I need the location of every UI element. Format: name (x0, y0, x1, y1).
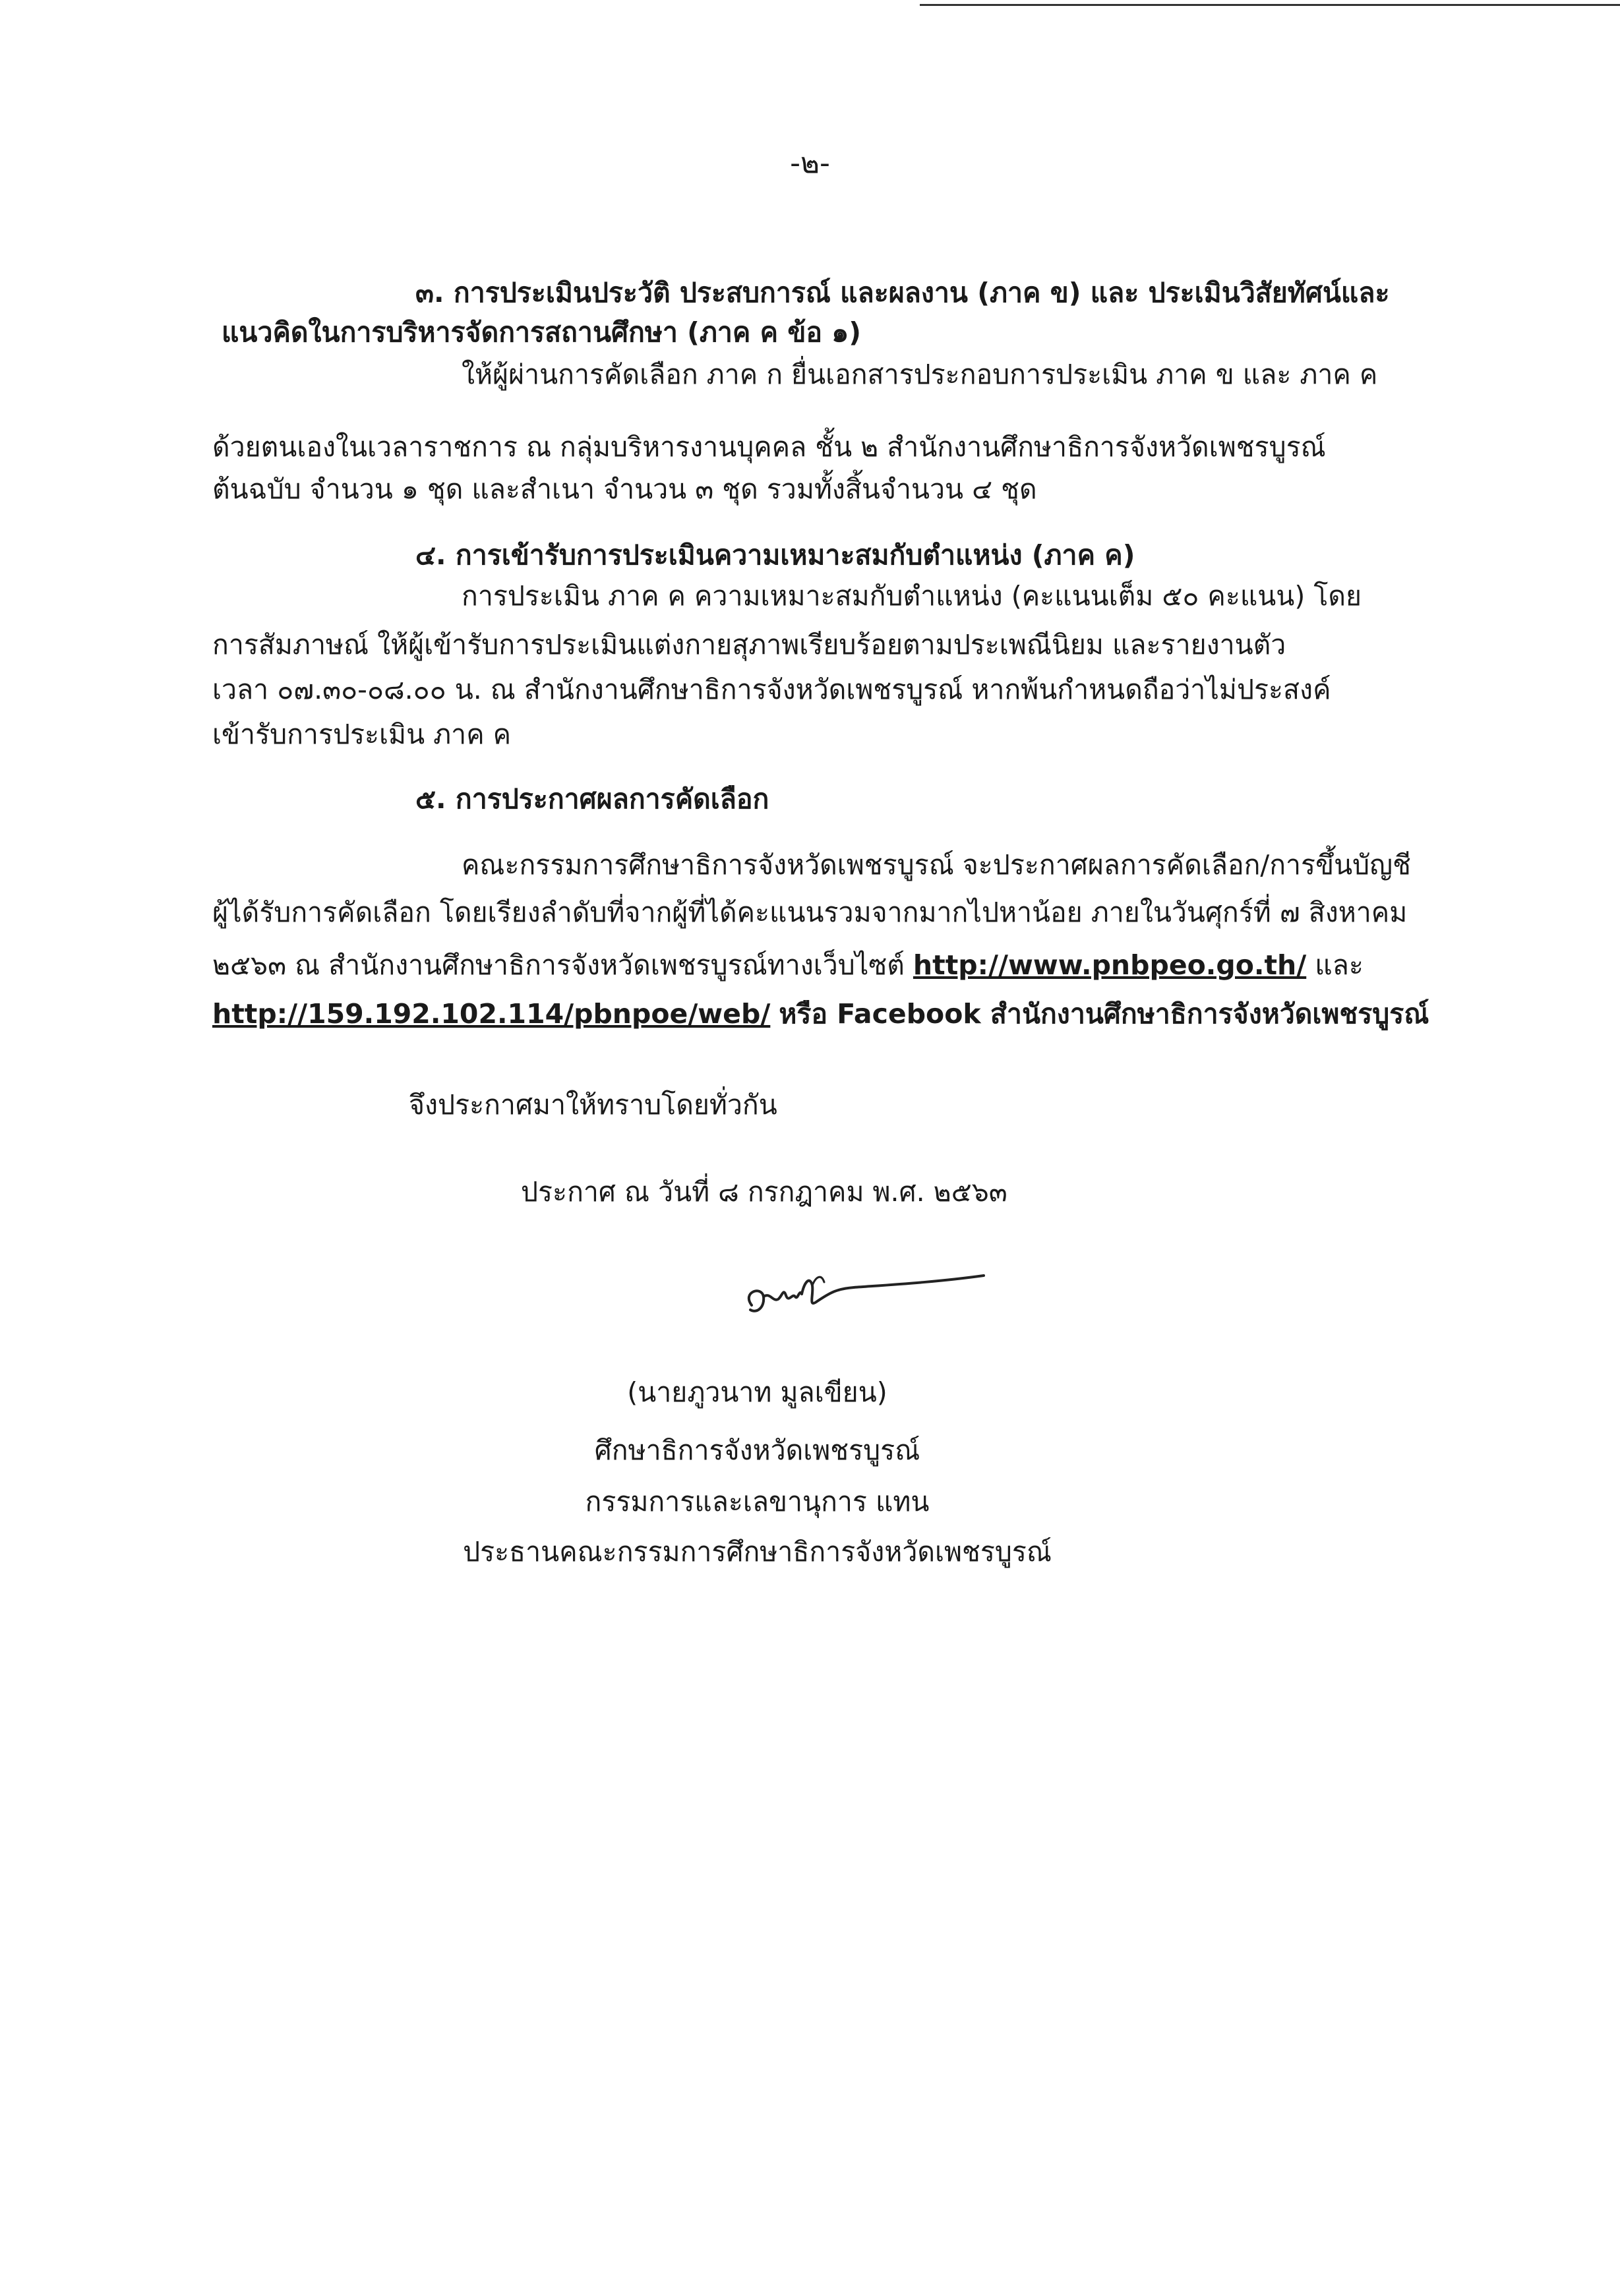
section5-body-line2: ผู้ได้รับการคัดเลือก โดยเรียงลำดับที่จากผู้ที่ได้คะแนนรวมจากมากไปหาน้อย ภายในวันศุกร์ที่ ๗ สิงหาคม (212, 897, 1408, 928)
section5-body-line3-text: ๒๕๖๓ ณ สำนักงานศึกษาธิการจังหวัดเพชรบูรณ์ทางเว็บไซต์ (212, 949, 905, 981)
signatory-title1: ศึกษาธิการจังหวัดเพชรบูรณ์ (594, 1434, 920, 1466)
section3-heading-line1: ๓. การประเมินประวัติ ประสบการณ์ และผลงาน (ภาค ข) และ ประเมินวิสัยทัศน์และ (415, 277, 1390, 309)
section5-body-line3-end: และ (1315, 949, 1364, 981)
section5-body-line3 (212, 945, 1364, 985)
signatory-name: (นายภูวนาท มูลเขียน) (627, 1376, 887, 1408)
section4-body-line2: การสัมภาษณ์ ให้ผู้เข้ารับการประเมินแต่งกายสุภาพเรียบร้อยตามประเพณีนิยม และรายงานตัว (212, 629, 1286, 661)
signatory-title3: ประธานคณะกรรมการศึกษาธิการจังหวัดเพชรบูรณ์ (463, 1536, 1052, 1568)
scan-edge-line (920, 4, 1620, 6)
signature-image (738, 1256, 1002, 1328)
facebook-text: หรือ Facebook สำนักงานศึกษาธิการจังหวัดเพชรบูรณ์ (779, 998, 1429, 1030)
section4-heading: ๔. การเข้ารับการประเมินความเหมาะสมกับตำแหน่ง (ภาค ค) (415, 539, 1135, 571)
section4-body-line3: เวลา ๐๗.๓๐-๐๘.๐๐ น. ณ สำนักงานศึกษาธิการจังหวัดเพชรบูรณ์ หากพ้นกำหนดถือว่าไม่ประสงค์ (212, 674, 1331, 705)
section4-body-line4: เข้ารับการประเมิน ภาค ค (212, 719, 512, 750)
website-link-pnbpeo[interactable]: http://www.pnbpeo.go.th/ (913, 949, 1307, 981)
announce-text: จึงประกาศมาให้ทราบโดยทั่วกัน (409, 1089, 777, 1121)
section5-heading: ๕. การประกาศผลการคัดเลือก (415, 783, 769, 815)
website-link-ip[interactable]: http://159.192.102.114/pbnpoe/web/ (212, 998, 771, 1030)
announce-date: ประกาศ ณ วันที่ ๘ กรกฎาคม พ.ศ. ๒๕๖๓ (521, 1176, 1007, 1208)
section4-body-line1: การประเมิน ภาค ค ความเหมาะสมกับตำแหน่ง (คะแนนเต็ม ๕๐ คะแนน) โดย (462, 580, 1362, 612)
section5-body-line1: คณะกรรมการศึกษาธิการจังหวัดเพชรบูรณ์ จะประกาศผลการคัดเลือก/การขึ้นบัญชี (462, 849, 1411, 881)
page-number: -๒- (790, 146, 830, 180)
section3-body-line1: ให้ผู้ผ่านการคัดเลือก ภาค ก ยื่นเอกสารประกอบการประเมิน ภาค ข และ ภาค ค (462, 359, 1378, 390)
section5-body-line4 (212, 994, 1429, 1034)
section3-body-line2: ด้วยตนเองในเวลาราชการ ณ กลุ่มบริหารงานบุคคล ชั้น ๒ สำนักงานศึกษาธิการจังหวัดเพชรบูรณ์ (212, 431, 1326, 463)
section3-body-line3: ต้นฉบับ จำนวน ๑ ชุด และสำเนา จำนวน ๓ ชุด รวมทั้งสิ้นจำนวน ๔ ชุด (212, 473, 1037, 505)
signatory-title2: กรรมการและเลขานุการ แทน (585, 1486, 930, 1517)
section3-heading-line2: แนวคิดในการบริหารจัดการสถานศึกษา (ภาค ค ข้อ ๑) (222, 316, 862, 348)
